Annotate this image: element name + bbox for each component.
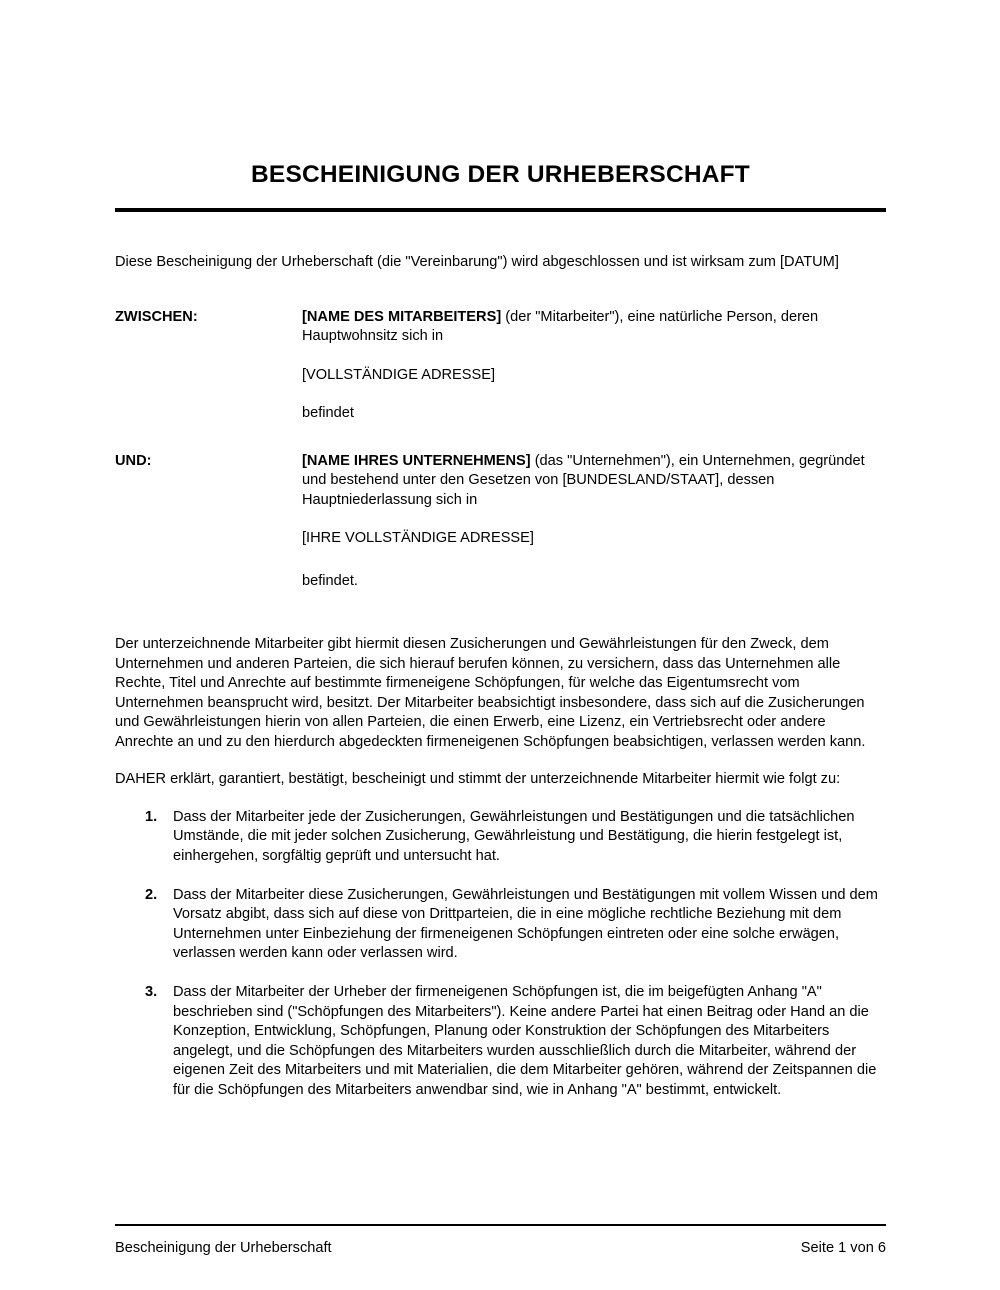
party-employee-closing: befindet — [302, 405, 354, 422]
recitals-section — [115, 635, 886, 790]
footer-divider — [115, 1224, 886, 1226]
party-employee-description: (der "Mitarbeiter"), eine natürliche Person, deren Hauptwohnsitz sich in — [302, 308, 819, 345]
footer-row — [115, 1239, 886, 1258]
party-company — [115, 452, 886, 592]
clause-number: 3. — [145, 984, 158, 1001]
party-employee-name-line — [302, 308, 886, 347]
clause-item — [115, 983, 886, 1101]
document-content — [115, 0, 886, 1101]
clause-number: 2. — [145, 886, 158, 903]
clause-item — [115, 808, 886, 867]
party-employee — [115, 308, 886, 424]
footer-document-name: Bescheinigung der Urheberschaft — [115, 1240, 332, 1256]
recital-paragraph-2: DAHER erklärt, garantiert, bestätigt, bescheinigt und stimmt der unterzeichnende Mitarbeiter hiermit wie folgt zu: — [115, 771, 841, 788]
party-employee-body — [302, 308, 886, 424]
clause-text: Dass der Mitarbeiter diese Zusicherungen, Gewährleistungen und Bestätigungen mit vollem Wissen und dem Vorsatz abgibt, dass sich auf diese von Drittparteien, die in eine mögliche rechtliche Beziehung mit dem Unternehmen unter Einbeziehung der firmeneigenen Schöpfungen eintreten oder eine solche erwägen, verlassen werden kann oder verlassen wird. — [173, 886, 878, 962]
party-employee-label: ZWISCHEN: — [115, 308, 198, 325]
clauses-list — [115, 808, 886, 1101]
party-company-body — [302, 452, 886, 592]
party-company-name-placeholder: [NAME IHRES UNTERNEHMENS] — [302, 452, 531, 469]
recital-paragraph-1: Der unterzeichnende Mitarbeiter gibt hiermit diesen Zusicherungen und Gewährleistungen für den Zweck, dem Unternehmen und anderen Parteien, die sich hierauf berufen können, zu versichern, dass das Unternehmen alle Rechte, Titel und Anrechte auf bestimmte firmeneigene Schöpfungen, für welche das Eigentumsrecht vom Unternehmen beansprucht wird, besitzt. Der Mitarbeiter beabsichtigt insbesondere, dass sich auf die Zusicherungen und Gewährleistungen hierin von allen Parteien, die einen Erwerb, eine Lizenz, ein Vertriebsrecht oder andere Anrechte an und zu den hierdurch abgedeckten firmeneigenen Schöpfungen beabsichtigen, verlassen werden kann. — [115, 636, 866, 750]
clause-text: Dass der Mitarbeiter jede der Zusicherungen, Gewährleistungen und Bestätigungen und die tatsächlichen Umstände, die mit jeder solchen Zusicherung, Gewährleistung und Bestätigung, die hierin festgelegt ist, einhergehen, sorgfältig geprüft und untersucht hat. — [173, 808, 855, 865]
party-company-address-placeholder: [IHRE VOLLSTÄNDIGE ADRESSE] — [302, 530, 534, 547]
party-employee-address-placeholder: [VOLLSTÄNDIGE ADRESSE] — [302, 366, 496, 383]
party-company-label: UND: — [115, 452, 152, 469]
clause-text: Dass der Mitarbeiter der Urheber der firmeneigenen Schöpfungen ist, die im beigefügten Anhang "A" beschrieben sind ("Schöpfungen des Mitarbeiters"). Keine andere Partei hat einen Beitrag oder Hand an die Konzeption, Entwicklung, Schöpfungen, Planung oder Konstruktion der Schöpfungen des Mitarbeiters angelegt, und die Schöpfungen des Mitarbeiters wurden ausschließlich durch die Mitarbeiter, während der eigenen Zeit des Mitarbeiters und mit Materialien, die dem Mitarbeiter gehören, während der Zeitspannen die für die Schöpfungen des Mitarbeiters anwendbar sind, wie in Anhang "A" bestimmt, entwickelt. — [173, 984, 877, 1099]
party-company-name-line — [302, 452, 886, 511]
intro-paragraph: Diese Bescheinigung der Urheberschaft (die "Vereinbarung") wird abgeschlossen und ist wirksam zum [DATUM] — [115, 254, 839, 271]
title-divider — [115, 208, 886, 212]
page-title: BESCHEINIGUNG DER URHEBERSCHAFT — [251, 161, 750, 188]
clause-item — [115, 886, 886, 964]
party-company-description: (das "Unternehmen"), ein Unternehmen, gegründet und bestehend unter den Gesetzen von [BUNDESLAND/STAAT], dessen Hauptniederlassung sich in — [302, 452, 865, 508]
parties-section — [115, 308, 886, 592]
clause-number: 1. — [145, 808, 158, 825]
footer-page-number: Seite 1 von 6 — [800, 1240, 886, 1256]
page-footer — [115, 1224, 886, 1258]
party-company-closing: befindet. — [302, 572, 358, 589]
party-employee-name-placeholder: [NAME DES MITARBEITERS] — [302, 308, 502, 325]
